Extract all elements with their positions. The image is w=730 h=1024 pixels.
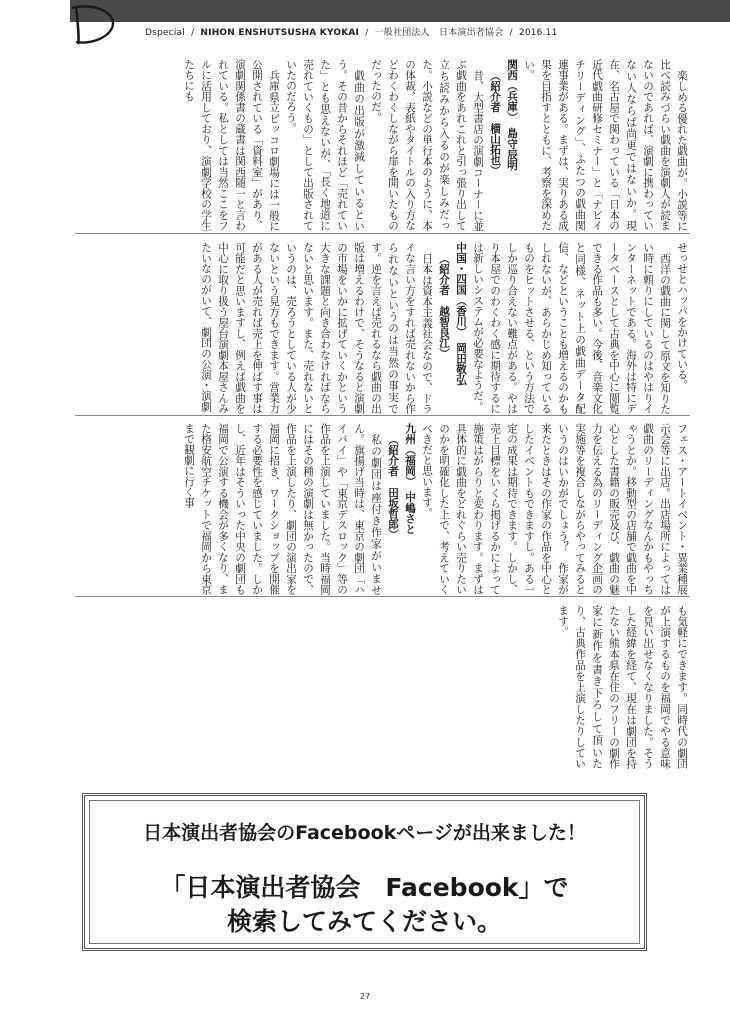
article-paragraph: 私の劇団は座付き作家がいません。旗揚げ当時は、東京の劇団「ハイバイ」や「東京デスロック」等の作品を上演していました。当時福岡にはその種の演劇は無かったので、作品を上演したり、劇団の演出家を福岡に招き、ワークショップを開催する必要性を感じていました。しかし、近年はそういった中央の劇団も福岡で公演する機会が多くなり、また格安航空チケットで福岡から東京まで観劇に行く事 (183, 423, 382, 595)
article-paragraph: 日本は資本主義社会なので、ドライな言い方をすれば売れないから作られないというのは当然の事実です。逆を言えば売れるなら戯曲の出版は増えるわけで、そうなると演劇の市場をいかに拡げていくかという大きな課題と向き合わなければならないと思います。また、売れないというのは、売ろうとしている人が少ないという見方もできます。営業力がある人が売れば売上を伸ばす事は可能だと思いますし、例えば戯曲を中心に取り扱う屋台演劇本屋さんみたいなのがいて、劇団の公演・演劇 (200, 242, 433, 414)
column-divider (75, 233, 690, 234)
facebook-notice-box (82, 793, 647, 951)
section-introducer: （紹介者 横山拓也） (489, 69, 501, 176)
header-separator: / (365, 28, 369, 38)
article-paragraph: せっせとハッパをかけている。 (676, 242, 688, 391)
facebook-notice-search-term: 「日本演出者協会 Facebook」で (160, 873, 569, 902)
column-top-left (183, 419, 690, 599)
article-paragraph: も気軽にできます。同時代の劇団が上演するものを福岡でやる意味を見い出せなくなりました。そうした経緯を経て、現在は劇団を持たない熊本県在住のフリーの劇作家に新作を書き下ろして頂いたり、古典作品を上演したりしています。 (557, 605, 688, 769)
article-paragraph: 戯曲の出版が激減しているという。その昔からそれほど「売れていた」とも思えないが、「長く地道に売れていくもの」として出版されていたのだろう。 (285, 59, 365, 231)
column-top-right (183, 55, 690, 235)
header-org-english: NIHON ENSHUTSUSHA KYOKAI (200, 28, 360, 38)
section-introducer: （紹介者 田坂哲郎） (387, 433, 399, 540)
column-divider (75, 415, 690, 416)
facebook-notice-headline: 日本演出者協会のFacebookページが出来ました！ (143, 822, 586, 844)
header-separator: / (191, 28, 195, 38)
article-paragraph: 昔、大型書店の演劇コーナーに並ぶ戯曲をあれこれと引っ張り出して立ち読みから入るのが楽しみだった。小説などの単行本のように、本の体裁、表紙やタイトルの入り方などわくわくしながら扉を開いたものだったのだ。 (370, 59, 484, 231)
page-number: 27 (359, 992, 371, 1001)
section-introducer: （紹介者 越智良江） (438, 252, 450, 359)
magazine-logo-d (66, 0, 126, 46)
column-divider (75, 596, 690, 597)
header-bar (70, 0, 730, 22)
article-paragraph: フェス・アートイベント・異業種展示会等に出店。出店場所によっては戯曲のリーディングなんかもやっちゃうとか。移動型の店舗で戯曲を中心とした書籍の販売及び、戯曲の魅力を伝える為のリーディング企画の実施等を複合しながらやってみるというのはいかがでしょう？ 作家が来たときはその作家の作品を中心としたイベントもできますし。ある一定の成果は期待できます。しかし、売上目標をいくら掲げるかによって施策はがらりと変わります。まずは具体的に戯曲をどれぐらい売りたいのかを明確化した上で、考えていくべきだと思います。 (421, 423, 688, 595)
header-special: Dspecial (145, 28, 185, 38)
section-region-heading: 中国・四国（香川） 岡田敬弘 (455, 242, 467, 386)
header-separator: / (509, 28, 513, 38)
article-paragraph: 兵庫県立ピッコロ劇場には一般に公開されている「資料室」があり、演劇関係書の蔵書は関西随一と言われている。私としては当然ここをフルに活用しており、演劇学校の学生たちにも (183, 59, 280, 231)
section-region-heading: 九州（福岡） 中嶋さと (404, 423, 416, 535)
header-date: 2016.11 (518, 28, 558, 38)
column-top-middle (200, 238, 690, 418)
article-paragraph: 西洋の戯曲に関して原文を知りたい時に頼りにしているのはやはりインターネットである。海外は特にデータベースとして古典を中心に閲覧できる作品も多い。今後、音楽文化と同様、ネット上の戯曲データ配信、などということも増えるのかもしれないが、あらかじめ知っているものをヒットさせる、という方法でしか巡り合えない難点がある。やはり本屋でのわくわく感に期待するには新しいシステムが必要なようだ。 (472, 242, 671, 414)
article-paragraph: 楽しめる優れた戯曲が。小説等に比べ読みづらい戯曲を演劇人が読まないのであれば、演劇に携わっていない人ならば尚更ではないか。現在、名古屋で関わっている「日本の近代戯曲研修セミナー」と「ナビイチリーディング」、ふたつの戯曲関連事業がある。まずは、実りある成果を目指すとともに、考察を深めたい。 (523, 59, 688, 231)
facebook-notice-instruction: 検索してみてください。 (226, 907, 502, 936)
header-org-japanese: 一般社団法人 日本演出者協会 (374, 28, 504, 38)
section-region-heading: 関西（兵庫） 島守辰明 (506, 59, 518, 171)
column-bottom-left (485, 601, 690, 773)
running-header (145, 25, 558, 38)
article-body (75, 55, 690, 769)
